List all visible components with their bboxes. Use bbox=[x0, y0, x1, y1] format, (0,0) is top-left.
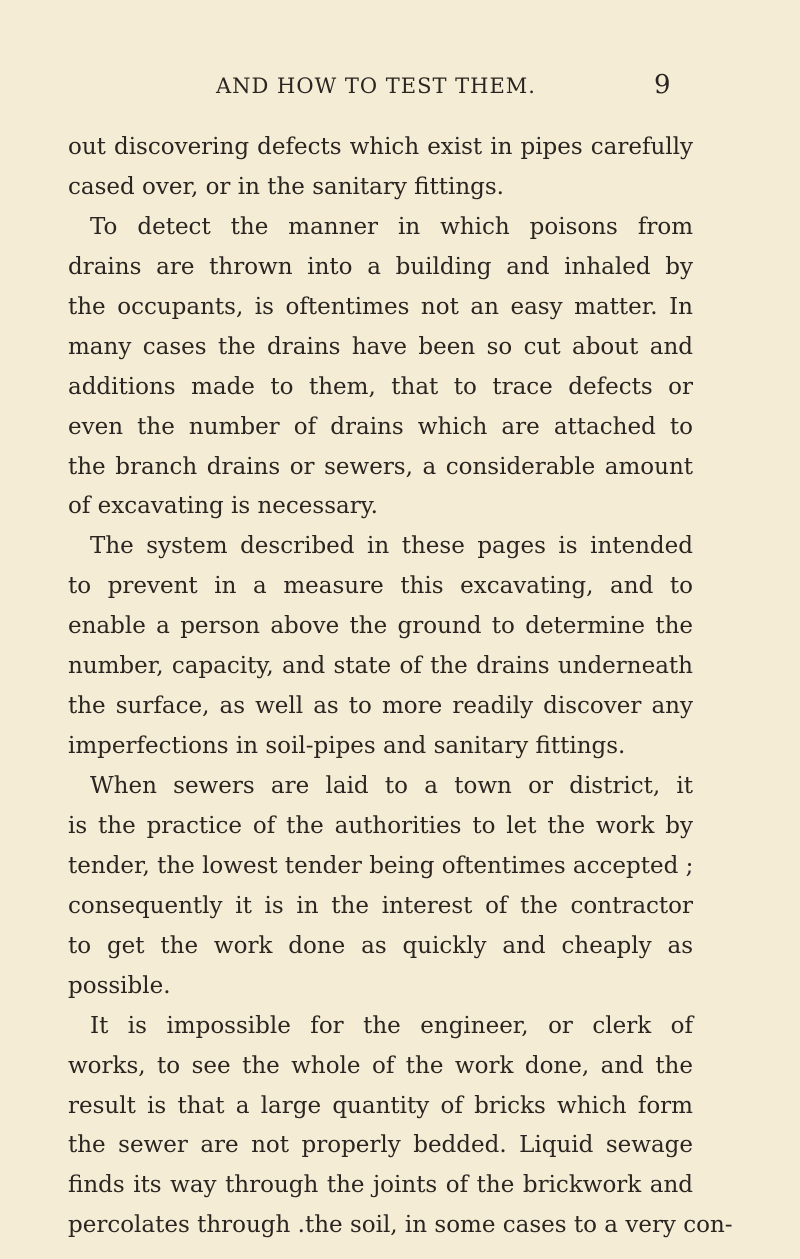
text-line: number, capacity, and state of the drains underneath bbox=[68, 653, 693, 680]
text-line: possible. bbox=[68, 972, 171, 999]
text-line: enable a person above the ground to determine the bbox=[68, 613, 693, 640]
text-line: the branch drains or sewers, a considerable amount bbox=[68, 453, 693, 480]
text-line: to get the work done as quickly and cheaply as bbox=[68, 932, 693, 959]
text-line: many cases the drains have been so cut about and bbox=[68, 333, 693, 360]
text-line: result is that a large quantity of bricks which form bbox=[68, 1092, 693, 1119]
text-line: works, to see the whole of the work done, and the bbox=[68, 1052, 693, 1079]
text-line: is the practice of the authorities to let the work by bbox=[68, 812, 693, 839]
text-line: finds its way through the joints of the brickwork and bbox=[68, 1172, 693, 1199]
page-number: 9 bbox=[654, 70, 671, 100]
text-line: to prevent in a measure this excavating, and to bbox=[68, 573, 693, 600]
running-title: AND HOW TO TEST THEM. bbox=[216, 74, 536, 98]
paragraph-start-line: The system described in these pages is intended bbox=[90, 533, 693, 560]
text-line: additions made to them, that to trace defects or bbox=[68, 373, 693, 400]
body-text bbox=[68, 128, 733, 1246]
paragraph-start-line: When sewers are laid to a town or district, it bbox=[90, 773, 693, 799]
text-line: the occupants, is oftentimes not an easy matter. In bbox=[68, 293, 693, 320]
text-line: consequently it is in the interest of the contractor bbox=[68, 892, 693, 919]
running-head bbox=[0, 70, 800, 104]
paragraph-start-line: It is impossible for the engineer, or clerk of bbox=[90, 1012, 693, 1039]
text-line: percolates through .the soil, in some cases to a very con- bbox=[68, 1212, 733, 1239]
text-line: imperfections in soil-pipes and sanitary fittings. bbox=[68, 733, 626, 760]
text-line: tender, the lowest tender being oftentimes accepted ; bbox=[68, 852, 694, 879]
text-line: the surface, as well as to more readily discover any bbox=[68, 693, 693, 720]
paragraph-start-line: To detect the manner in which poisons from bbox=[90, 213, 693, 240]
text-line: drains are thrown into a building and inhaled by bbox=[68, 253, 693, 280]
text-line: even the number of drains which are attached to bbox=[68, 413, 693, 440]
text-line: of excavating is necessary. bbox=[68, 493, 378, 520]
text-line: cased over, or in the sanitary fittings. bbox=[68, 173, 504, 200]
text-line: out discovering defects which exist in pipes carefully bbox=[68, 134, 693, 160]
text-line: the sewer are not properly bedded. Liquid sewage bbox=[68, 1132, 693, 1159]
